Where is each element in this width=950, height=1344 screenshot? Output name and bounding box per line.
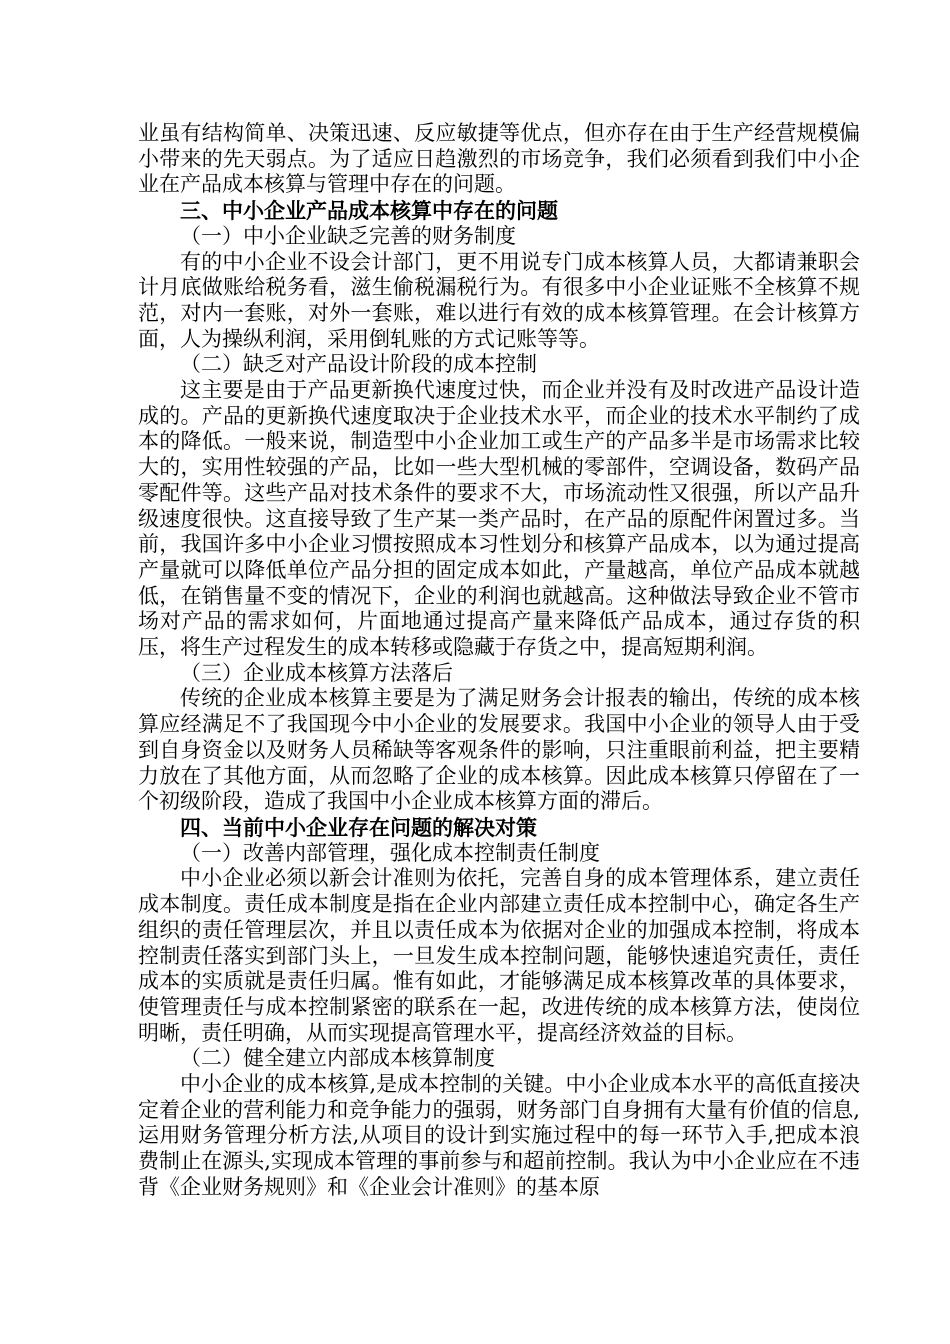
paragraph-4-1: 中小企业必须以新会计准则为依托，完善自身的成本管理体系，建立责任成本制度。责任成本制度是指在企业内部建立责任成本控制中心，确定各生产组织的责任管理层次，并且以责任成本为依据对企业的加强成本控制，将成本控制责任落实到部门头上，一旦发生成本控制问题，能够快速追究责任，责任成本的实质就是责任归属。惟有如此，才能够满足成本核算改革的具体要求，使管理责任与成本控制紧密的联系在一起，改进传统的成本核算方法，使岗位明晰，责任明确，从而实现提高管理水平，提高经济效益的目标。	[138, 866, 860, 1045]
paragraph-continued-intro: 业虽有结构简单、决策迅速、反应敏捷等优点，但亦存在由于生产经营规模偏小带来的先天弱点。为了适应日趋激烈的市场竞争，我们必须看到我们中小企业在产品成本核算与管理中存在的问题。	[138, 121, 860, 197]
subheading-3-2: （二）缺乏对产品设计阶段的成本控制	[180, 352, 537, 377]
paragraph-3-3: 传统的企业成本核算主要是为了满足财务会计报表的输出，传统的成本核算应经满足不了我国现今中小企业的发展要求。我国中小企业的领导人由于受到自身资金以及财务人员稀缺等客观条件的影响，只注重眼前利益，把主要精力放在了其他方面，从而忽略了企业的成本核算。因此成本核算只停留在了一个初级阶段，造成了我国中小企业成本核算方面的滞后。	[138, 686, 860, 814]
section-heading-3: 三、中小企业产品成本核算中存在的问题	[180, 198, 558, 224]
paragraph-3-2: 这主要是由于产品更新换代速度过快，而企业并没有及时改进产品设计造成的。产品的更新换代速度取决于企业技术水平，而企业的技术水平制约了成本的降低。一般来说，制造型中小企业加工或生产的产品多半是市场需求比较大的，实用性较强的产品，比如一些大型机械的零部件，空调设备，数码产品零配件等。这些产品对技术条件的要求不大，市场流动性又很强，所以产品升级速度很快。这直接导致了生产某一类产品时，在产品的原配件闲置过多。当前，我国许多中小企业习惯按照成本习性划分和核算产品成本，以为通过提高产量就可以降低单位产品分担的固定成本如此，产量越高，单位产品成本就越低，在销售量不变的情况下，企业的利润也就越高。这种做法导致企业不管市场对产品的需求如何，片面地通过提高产量来降低产品成本，通过存货的积压，将生产过程发生的成本转移或隐藏于存货之中，提高短期利润。	[138, 378, 860, 660]
subheading-3-1: （一）中小企业缺乏完善的财务制度	[180, 223, 516, 248]
subheading-4-2: （二）健全建立内部成本核算制度	[180, 1046, 495, 1071]
paragraph-3-1: 有的中小企业不设会计部门，更不用说专门成本核算人员，大都请兼职会计月底做账给税务看，滋生偷税漏税行为。有很多中小企业证账不全核算不规范，对内一套账，对外一套账，难以进行有效的成本核算管理。在会计核算方面，人为操纵利润，采用倒轧账的方式记账等等。	[138, 249, 860, 351]
document-page	[138, 121, 860, 1201]
section-heading-4: 四、当前中小企业存在问题的解决对策	[180, 814, 537, 840]
subheading-3-3: （三）企业成本核算方法落后	[180, 660, 453, 685]
paragraph-4-2: 中小企业的成本核算,是成本控制的关键。中小企业成本水平的高低直接决定着企业的营利能力和竞争能力的强弱，财务部门自身拥有大量有价值的信息,运用财务管理分析方法,从项目的设计到实施过程中的每一环节入手,把成本浪费制止在源头,实现成本管理的事前参与和超前控制。我认为中小企业应在不违背《企业财务规则》和《企业会计准则》的基本原	[138, 1072, 860, 1199]
subheading-4-1: （一）改善内部管理，强化成本控制责任制度	[180, 840, 600, 865]
